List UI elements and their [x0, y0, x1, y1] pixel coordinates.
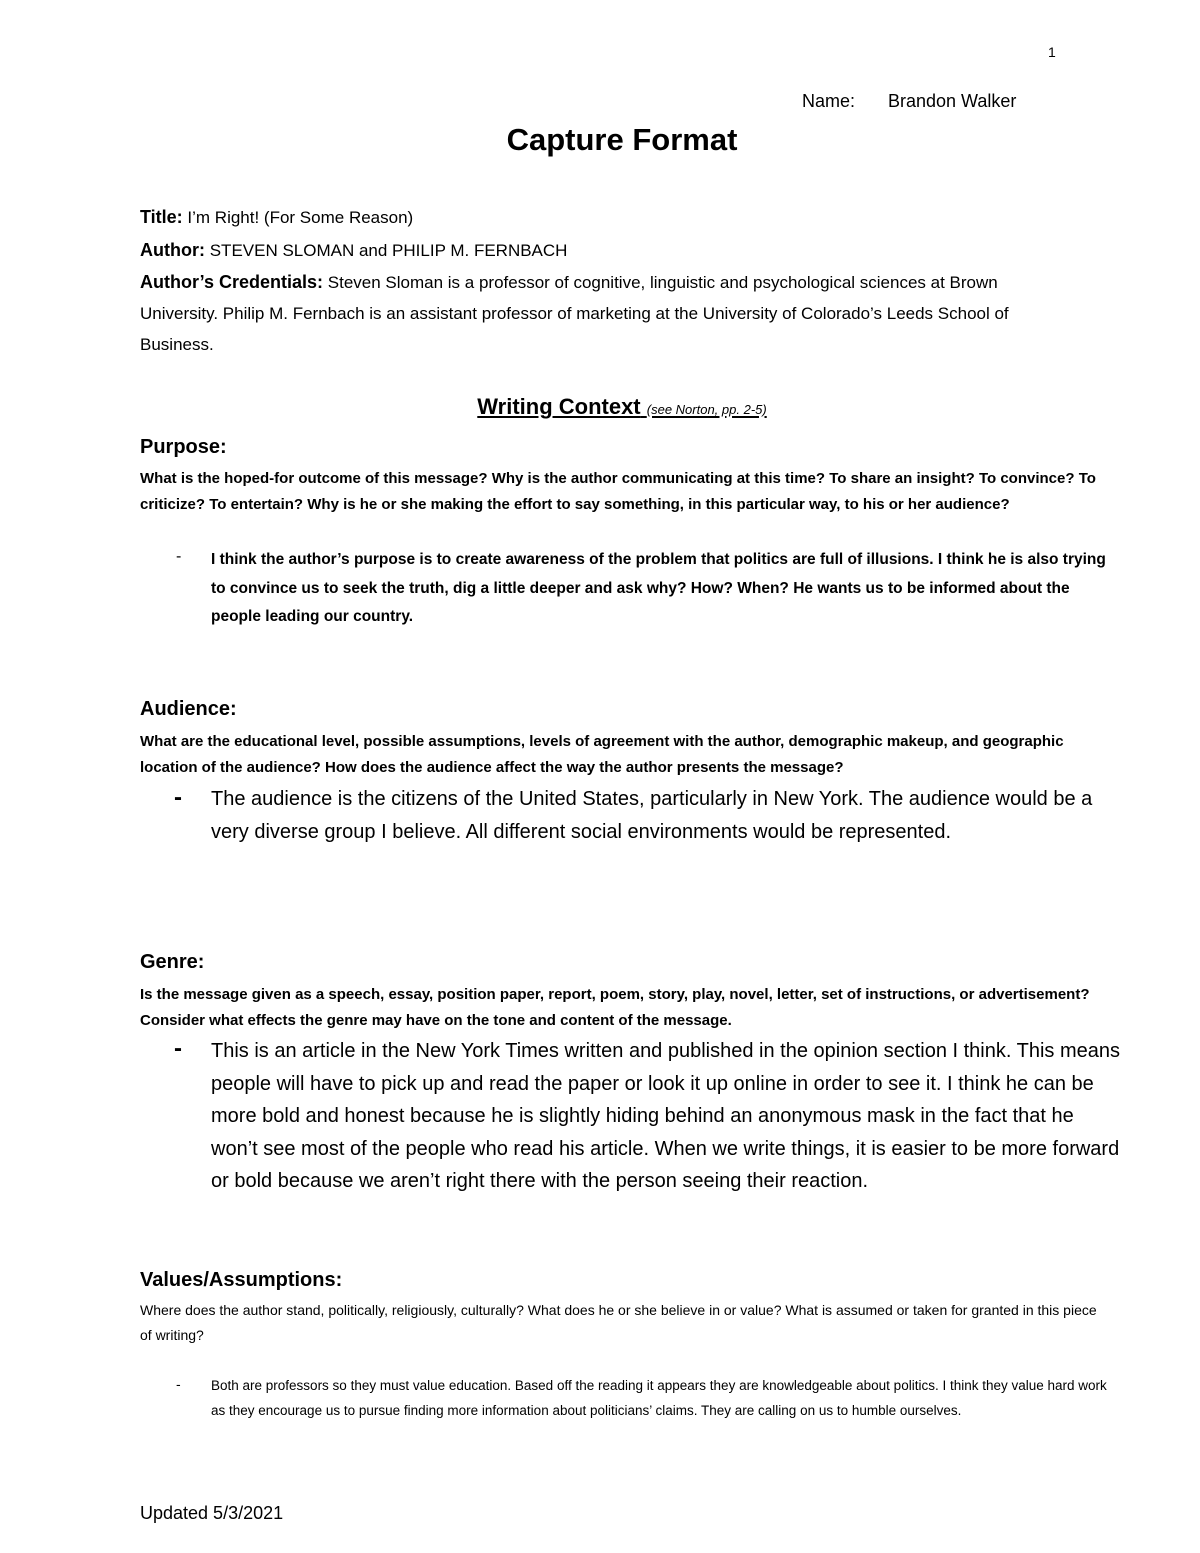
values-answer: Both are professors so they must value education. Based off the reading it appears they are knowledgeable about politics. I think they value hard work as they encourage us to pursue finding more information about politicians’ claims. They are calling on us to humble ourselves. — [211, 1378, 1107, 1418]
credentials-value: Steven Sloman is a professor of cognitive, linguistic and psychological sciences at Brown University. Philip M. Fernbach is an assistant professor of marketing at the University of Colorado’s Leeds School of Business. — [140, 273, 1009, 354]
purpose-bullet: - — [176, 548, 182, 565]
writing-context-title: Writing Context — [477, 394, 641, 419]
title-value: I’m Right! (For Some Reason) — [187, 208, 414, 227]
name-value: Brandon Walker — [888, 91, 1017, 111]
name-line — [802, 91, 1016, 112]
values-bullet: - — [176, 1376, 181, 1392]
genre-prompt: Is the message given as a speech, essay, position paper, report, poem, story, play, novel, letter, set of instructions, or advertisement? Consider what effects the genre may have on the tone and content of the message. — [140, 986, 1090, 1029]
purpose-answer: I think the author’s purpose is to create awareness of the problem that politics are full of illusions. I think he is also trying to convince us to seek the truth, dig a little deeper and ask why? How? When? He wants us to be informed about the people leading our country. — [211, 551, 1106, 625]
audience-bullet: - — [174, 784, 182, 811]
credentials-field — [140, 267, 1070, 360]
genre-bullet: - — [174, 1035, 182, 1062]
credentials-label: Author’s Credentials: — [140, 272, 324, 292]
footer-updated: Updated 5/3/2021 — [140, 1503, 284, 1523]
values-prompt: Where does the author stand, politically, religiously, culturally? What does he or she believe in or value? What is assumed or taken for granted in this piece of writing? — [140, 1302, 1097, 1343]
page-title: Capture Format — [506, 122, 738, 157]
writing-context-heading — [0, 394, 1200, 420]
genre-heading: Genre: — [140, 951, 205, 973]
values-heading: Values/Assumptions: — [140, 1269, 343, 1291]
page-number: 1 — [1048, 44, 1056, 60]
audience-answer: The audience is the citizens of the United States, particularly in New York. The audience would be a very diverse group I believe. All different social environments would be represented. — [211, 788, 1093, 843]
author-value: STEVEN SLOMAN and PHILIP M. FERNBACH — [209, 241, 568, 260]
author-label: Author: — [140, 240, 205, 260]
purpose-heading: Purpose: — [140, 436, 227, 458]
audience-prompt: What are the educational level, possible assumptions, levels of agreement with the author, demographic makeup, and geographic location of the audience? How does the audience affect the way the author presents the message? — [140, 733, 1064, 776]
author-field — [140, 235, 1070, 266]
title-field — [140, 202, 1070, 233]
writing-context-note: (see Norton, pp. 2-5) — [646, 402, 767, 417]
audience-heading: Audience: — [140, 698, 237, 720]
genre-answer: This is an article in the New York Times written and published in the opinion section I think. This means people will have to pick up and read the paper or look it up online in order to see it. I think he can be more bold and honest because he is slightly hiding behind an anonymous mask in the fact that he won’t see most of the people who read his article. When we write things, it is easier to be more forward or bold because we aren’t right there with the person seeing their reaction. — [211, 1040, 1120, 1192]
name-label: Name: — [802, 91, 856, 111]
title-label: Title: — [140, 207, 183, 227]
purpose-prompt: What is the hoped-for outcome of this message? Why is the author communicating at this time? To share an insight? To convince? To criticize? To entertain? Why is he or she making the effort to say something, in this particular way, to his or her audience? — [140, 470, 1096, 513]
